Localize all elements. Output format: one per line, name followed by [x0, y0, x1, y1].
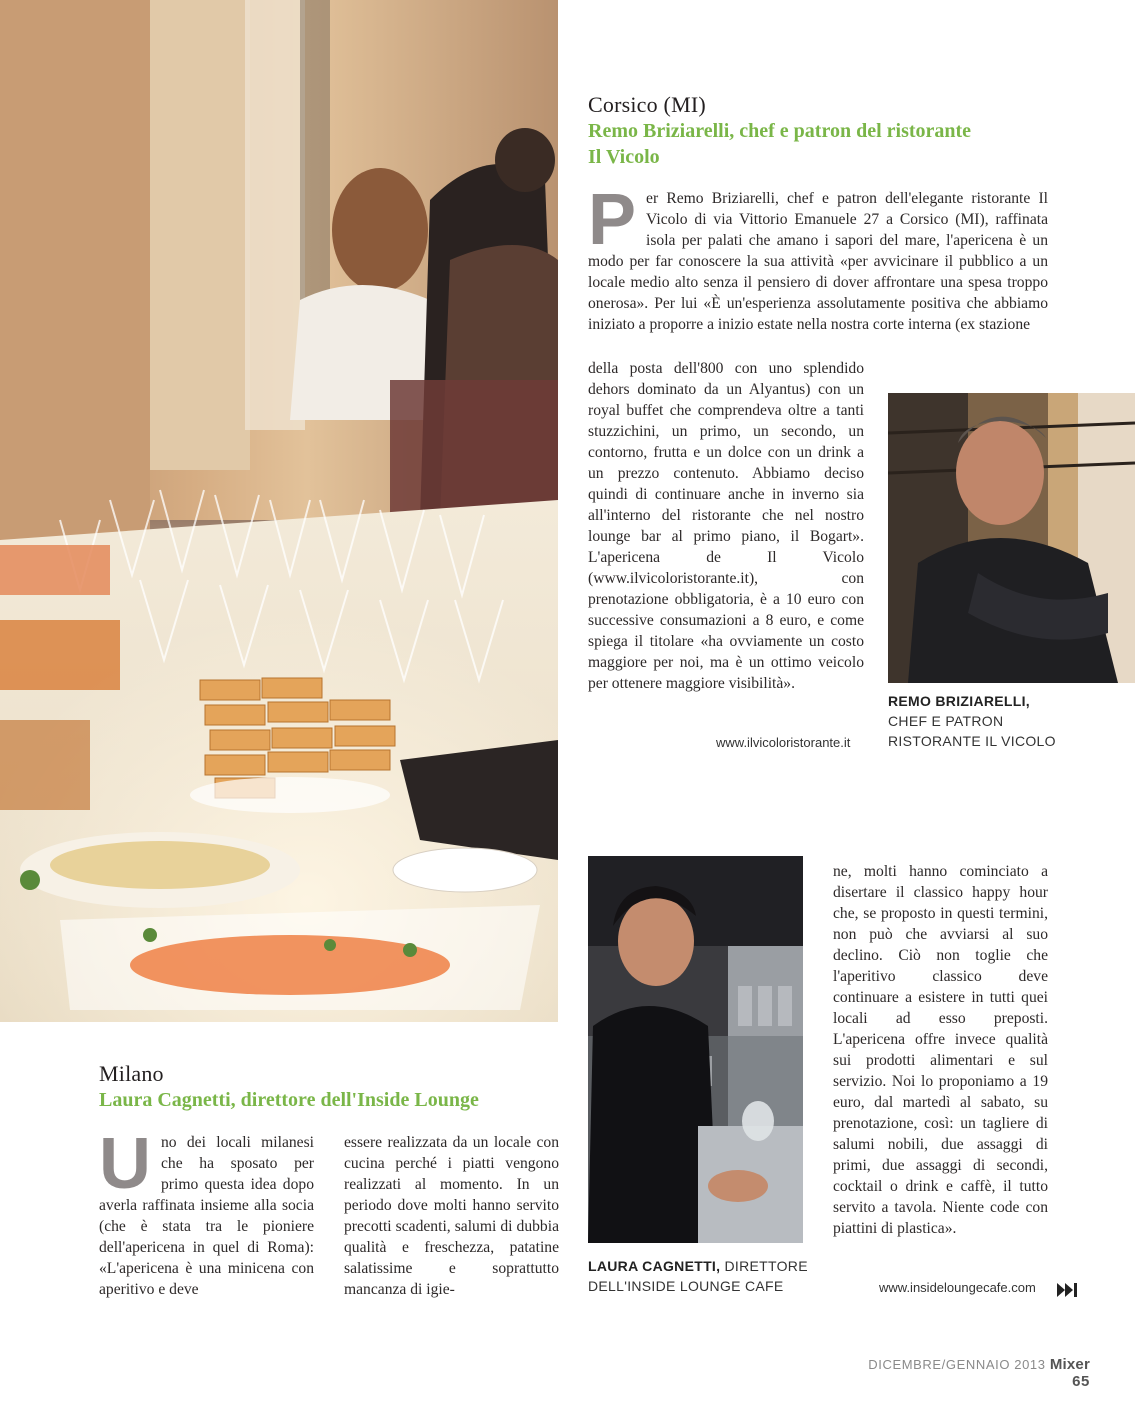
milano-column-2: essere realizzata da un locale con cucina perché i piatti vengono realizzati al momento. In un periodo dove molti hanno servito precotti scadenti, salumi di dubbia qualità e freschezza, patatine salatissime e soprattutto mancanza di igie-	[344, 1134, 559, 1298]
portrait-laura-cagnetti	[588, 856, 803, 1243]
page-number: 65	[1072, 1373, 1090, 1390]
subtitle-line-2: Il Vicolo	[588, 146, 660, 168]
corsico-website-url: www.ilvicoloristorante.it	[716, 735, 851, 750]
page-footer	[850, 1356, 1090, 1390]
caption-remo-venue: RISTORANTE IL VICOLO	[888, 733, 1056, 749]
milano-column-1	[99, 1124, 314, 1300]
portrait-remo-briziarelli	[888, 393, 1135, 683]
corsico-lead-paragraph	[588, 180, 1048, 335]
milano-website-url: www.insideloungecafe.com	[879, 1280, 1036, 1295]
next-page-icon	[1057, 1282, 1079, 1298]
article-subtitle-corsico	[588, 118, 1108, 170]
caption-laura-name: LAURA CAGNETTI,	[588, 1258, 721, 1274]
dropcap-u: U	[99, 1124, 151, 1204]
caption-remo-role: CHEF E PATRON	[888, 713, 1004, 729]
magazine-name: Mixer	[1049, 1356, 1090, 1373]
corsico-narrow-paragraph: della posta dell'800 con uno splendido dehors dominato da un Alyantus) con un royal buffet che comprendeva oltre a tanti stuzzichini, un primo, un secondo, un contorno, frutta e un dolce con un drink a un prezzo contenuto. Abbiamo deciso quindi di continuare anche in inverno sia all'interno del ristorante che nel nostro lounge bar al primo piano, il Bogart». L'apericena de Il Vicolo (www.ilvicoloristorante.it), con prenotazione obbligatoria, è a 10 euro con successive consumazioni a 8 euro, e come spiega il titolare «ha ovviamente un costo maggiore per noi, ma è un ottimo veicolo per ottenere maggiore visibilità».	[588, 360, 864, 692]
city-heading-milano: Milano	[99, 1061, 164, 1086]
issue-date: DICEMBRE/GENNAIO 2013	[868, 1357, 1046, 1372]
milano-column-1-text: no dei locali milanesi che ha sposato per primo questa idea dopo averla raffinata insieme alla socia (che è stata tra le pioniere dell'apericena in quel di Roma): «L'apericena è una minicena con aperitivo e deve	[99, 1134, 314, 1298]
corsico-lead-text: er Remo Briziarelli, chef e patron dell'elegante ristorante Il Vicolo di via Vittorio Emanuele 27 a Corsico (MI), raffinata isola per palati che amano i sapori del mare, l'apericena è un modo per far conoscere la sua attività «per avvicinare il pubblico a un locale medio alto senza il pensiero di dover affrontare una spesa troppo onerosa». Per lui «È un'esperienza assolutamente positiva che abbiamo iniziato a proporre a inizio estate nella nostra corte interna (ex stazione	[588, 190, 1048, 333]
article-subtitle-milano: Laura Cagnetti, direttore dell'Inside Lounge	[99, 1089, 479, 1111]
caption-remo	[888, 691, 1056, 751]
caption-laura	[588, 1256, 818, 1296]
subtitle-line-1: Remo Briziarelli, chef e patron del ristorante	[588, 120, 972, 142]
caption-laura-venue: DELL'INSIDE LOUNGE CAFE	[588, 1278, 784, 1294]
caption-laura-role: DIRETTORE	[720, 1258, 808, 1274]
caption-remo-name: REMO BRIZIARELLI,	[888, 693, 1030, 709]
milano-column-3: ne, molti hanno cominciato a disertare il classico happy hour che, se proposto in questi termini, non può che avviarsi al suo declino. Ciò non toglie che l'aperitivo classico deve continuare a esistere in tutti quei locali ad esso preposti. L'apericena offre invece qualità sui prodotti alimentari e sul servizio. Noi lo proponiamo a 19 euro, dal martedì al sabato, su prenotazione, così: un tagliere di salumi nobili, due assaggi di primi, due assaggi di secondi, cocktail o drink e caffè, il tutto servito a tavola. Niente code con piattini di plastica».	[833, 863, 1048, 1237]
buffet-photo	[0, 0, 558, 1022]
dropcap-p: P	[588, 180, 637, 260]
city-heading-corsico: Corsico (MI)	[588, 92, 706, 117]
